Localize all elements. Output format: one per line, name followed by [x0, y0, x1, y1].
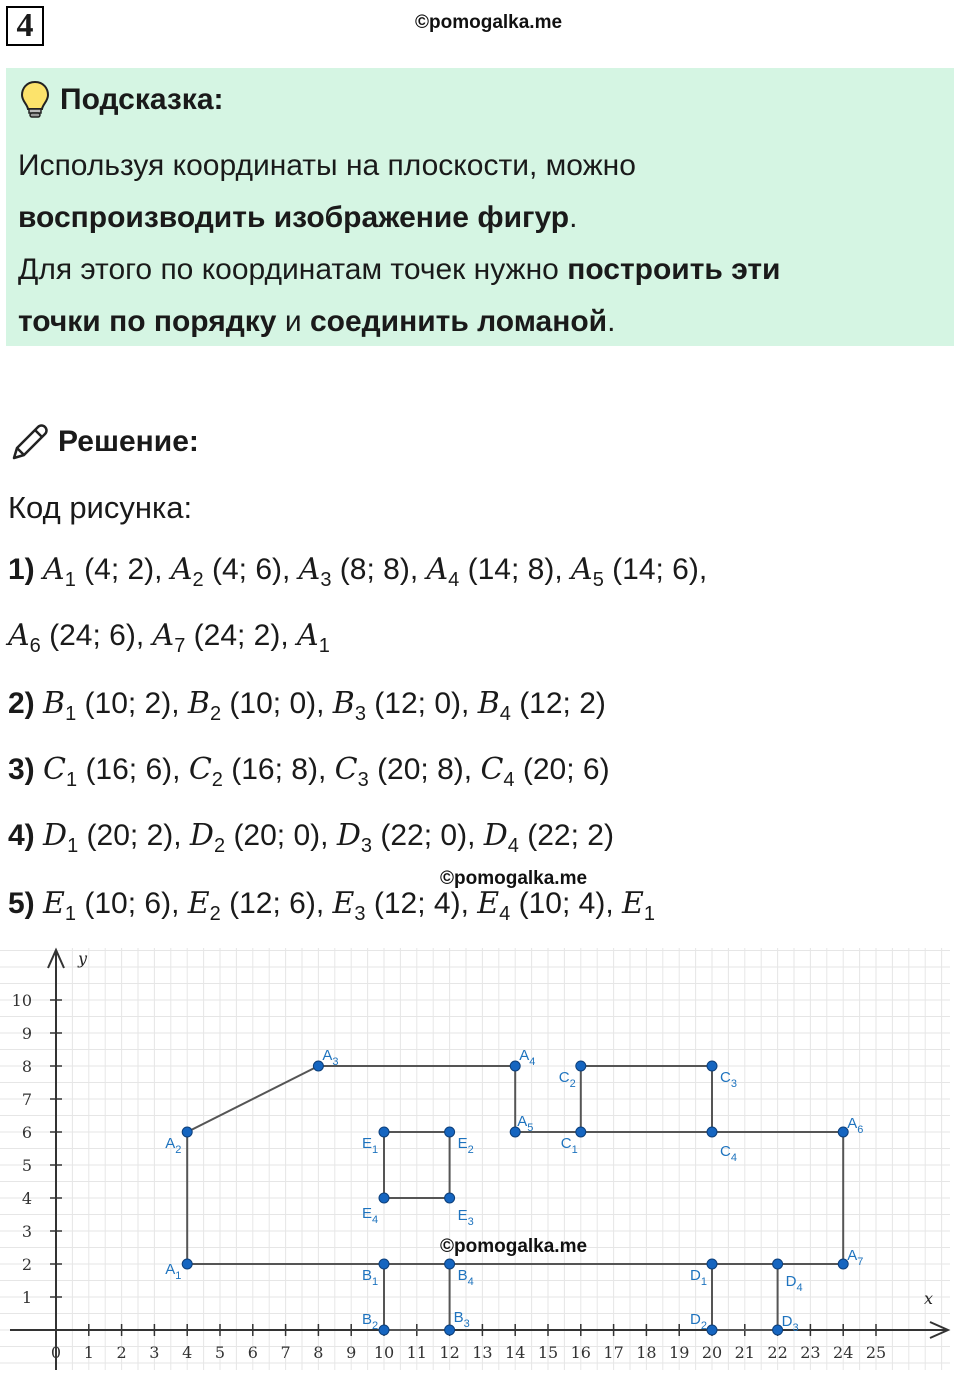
point-E1 [379, 1127, 389, 1137]
point-C2 [576, 1061, 586, 1071]
point-A5 [571, 552, 604, 591]
point-B3-index: 3 [354, 703, 366, 725]
x-tick-label: 12 [439, 1343, 460, 1362]
y-tick-label: 6 [21, 1123, 32, 1142]
watermark-chart: ©pomogalka.me [440, 1236, 588, 1257]
point-label-D2 [690, 1311, 707, 1332]
point-label-letter: D [690, 1267, 701, 1284]
point-coords: (22; 2) [518, 819, 614, 852]
point-coords: (24; 2) [185, 619, 281, 652]
point-label-index: 1 [571, 1144, 578, 1156]
point-coords: (12; 0) [365, 687, 462, 720]
separator: , [605, 887, 623, 920]
code-label: Код рисунка: [8, 490, 193, 525]
point-E4-letter: E [477, 886, 500, 921]
hint-dot-1: . [569, 201, 578, 234]
point-label-E4 [362, 1205, 378, 1226]
watermark-top: ©pomogalka.me [415, 12, 563, 33]
x-tick-label: 19 [669, 1343, 690, 1362]
point-label-letter: C [720, 1143, 731, 1160]
point-A4-letter: A [426, 552, 449, 587]
point-label-C1 [561, 1135, 578, 1156]
point-D2-index: 2 [213, 835, 226, 857]
point-E4-index: 4 [499, 903, 511, 925]
point-B3-letter: B [332, 686, 355, 721]
point-C4-letter: C [480, 752, 504, 787]
point-label-index: 3 [463, 1318, 470, 1330]
point-label-index: 5 [527, 1122, 534, 1134]
separator: , [320, 819, 337, 852]
point-label-letter: E [362, 1135, 373, 1152]
point-A6-letter: A [8, 618, 30, 653]
point-label-A2 [165, 1135, 181, 1156]
point-coords: (20; 8) [368, 753, 464, 786]
point-coords: (12; 4) [365, 887, 461, 920]
point-B4 [477, 686, 511, 725]
point-label-index: 3 [730, 1078, 737, 1090]
y-tick-label: 9 [21, 1024, 32, 1043]
point-label-letter: D [781, 1313, 793, 1330]
point-label-letter: A [165, 1135, 176, 1152]
point-coords: (10; 0) [221, 687, 317, 720]
separator: , [135, 619, 153, 652]
x-tick-label: 18 [636, 1343, 657, 1362]
point-label-index: 7 [857, 1256, 864, 1268]
point-coords: (12; 6) [220, 887, 316, 920]
point-label-D1 [690, 1267, 707, 1288]
point-coords: (14; 6) [603, 553, 699, 586]
pencil-icon [8, 420, 52, 464]
y-tick-label: 10 [11, 991, 32, 1010]
x-tick-label: 6 [247, 1343, 258, 1362]
point-A5-letter: A [571, 552, 593, 587]
task-number: 4 [6, 6, 44, 46]
point-E2 [445, 1127, 455, 1137]
x-tick-label: 24 [833, 1343, 854, 1362]
point-coords: (20; 6) [514, 753, 610, 786]
code-line-2 [8, 618, 330, 658]
point-B3 [445, 1325, 455, 1335]
x-tick-label: 5 [214, 1343, 226, 1362]
hint-mid: и [276, 305, 310, 338]
separator: , [316, 687, 333, 720]
point-A3 [298, 552, 332, 591]
point-coords: (16; 6) [77, 753, 173, 786]
point-E1 [622, 886, 656, 925]
point-label-E1 [362, 1135, 378, 1156]
hint-dot-2: . [607, 305, 616, 338]
point-coords: (10; 2) [76, 687, 172, 720]
code-line-number: 2) [8, 687, 44, 720]
point-E3 [332, 886, 366, 925]
x-tick-label: 9 [346, 1343, 357, 1362]
point-D3-letter: D [336, 818, 361, 853]
point-B3 [332, 686, 366, 725]
point-D4 [483, 818, 519, 857]
point-C2-index: 2 [211, 769, 223, 791]
separator: , [171, 687, 188, 720]
x-tick-label: 25 [865, 1343, 887, 1362]
x-tick-label: 7 [280, 1343, 291, 1362]
point-E3-index: 3 [354, 903, 366, 925]
point-A4-index: 4 [448, 569, 460, 591]
y-tick-label: 2 [21, 1255, 32, 1274]
point-label-letter: E [457, 1207, 468, 1224]
separator: , [317, 753, 335, 786]
point-B4-index: 4 [499, 703, 511, 725]
point-label-letter: A [519, 1047, 530, 1064]
separator: , [171, 887, 188, 920]
separator: , [173, 819, 190, 852]
point-label-C2 [559, 1069, 576, 1090]
point-label-A6 [847, 1115, 863, 1136]
point-label-index: 4 [529, 1056, 536, 1068]
point-label-letter: C [560, 1135, 572, 1152]
point-label-letter: B [362, 1267, 373, 1284]
point-coords: (22; 0) [372, 819, 468, 852]
point-label-letter: E [362, 1205, 373, 1222]
hint-line-3 [18, 244, 948, 296]
point-coords: (4; 6) [203, 553, 282, 586]
point-D3-index: 3 [360, 835, 373, 857]
point-label-letter: C [720, 1069, 731, 1086]
x-tick-label: 13 [472, 1343, 493, 1362]
point-A7-letter: A [152, 618, 175, 653]
point-D4-index: 4 [507, 835, 519, 857]
x-tick-label: 1 [83, 1343, 94, 1362]
point-E1 [43, 886, 77, 925]
hint-bold-3: точки по порядку [18, 305, 277, 338]
point-C2 [188, 752, 223, 791]
hint-bold-4: соединить ломаной [309, 305, 608, 338]
point-coords: (12; 2) [510, 687, 606, 720]
point-label-index: 4 [796, 1282, 803, 1294]
y-tick-label: 7 [21, 1090, 32, 1109]
point-C2-letter: C [188, 752, 212, 787]
separator: , [461, 687, 478, 720]
point-A3-letter: A [298, 552, 321, 587]
point-B1-letter: B [43, 686, 66, 721]
lightbulb-icon [20, 80, 50, 120]
hint-title [20, 80, 224, 120]
point-label-B2 [362, 1311, 378, 1332]
point-A7-index: 7 [174, 635, 186, 657]
point-C3-index: 3 [357, 769, 369, 791]
separator: , [280, 619, 298, 652]
y-axis-label: y [78, 949, 88, 968]
x-tick-label: 4 [182, 1343, 193, 1362]
separator: , [315, 887, 333, 920]
point-label-index: 1 [175, 1270, 182, 1282]
point-label-letter: A [517, 1113, 528, 1130]
point-coords: (16; 8) [222, 753, 318, 786]
point-label-A3 [322, 1047, 338, 1068]
separator: , [463, 753, 481, 786]
point-B1-index: 1 [65, 703, 77, 725]
hint-line-4 [18, 296, 948, 348]
point-A2 [182, 1127, 192, 1137]
y-tick-label: 1 [21, 1288, 32, 1307]
hint-line-2 [18, 192, 948, 244]
point-D1 [43, 818, 79, 857]
code-line-number: 3) [8, 753, 44, 786]
point-B2-letter: B [187, 686, 210, 721]
point-coords: (14; 8) [459, 553, 555, 586]
point-C4 [480, 752, 515, 791]
point-label-index: 3 [332, 1056, 339, 1068]
point-E1-letter: E [622, 886, 644, 921]
y-tick-label: 3 [21, 1222, 32, 1241]
x-tick-label: 23 [800, 1343, 821, 1362]
point-A1-index: 1 [318, 635, 330, 657]
point-label-B3 [454, 1309, 470, 1330]
point-label-index: 6 [857, 1124, 864, 1136]
x-tick-label: 14 [505, 1343, 526, 1362]
point-A7 [152, 618, 186, 657]
point-label-letter: A [322, 1047, 333, 1064]
x-tick-label: 20 [701, 1343, 723, 1362]
point-D3 [336, 818, 373, 857]
point-A2-index: 2 [192, 569, 204, 591]
separator: , [409, 553, 427, 586]
code-line-5 [8, 818, 614, 858]
point-coords: (10; 4) [510, 887, 606, 920]
y-tick-label: 5 [21, 1156, 32, 1175]
point-B2 [379, 1325, 389, 1335]
x-tick-label: 10 [373, 1343, 395, 1362]
separator: , [154, 553, 171, 586]
point-E2-letter: E [187, 886, 210, 921]
point-B2-index: 2 [209, 703, 222, 725]
point-C3 [707, 1061, 717, 1071]
code-line-number: 4) [8, 819, 44, 852]
point-coords: (20; 0) [225, 819, 321, 852]
x-axis-label: x [924, 1289, 934, 1308]
point-coords: (24; 6) [40, 619, 136, 652]
point-D2-letter: D [189, 818, 214, 853]
point-label-index: 2 [175, 1144, 182, 1156]
point-label-B1 [362, 1267, 378, 1288]
point-label-index: 2 [700, 1320, 707, 1332]
point-coords: (10; 6) [76, 887, 172, 920]
point-A2 [170, 552, 204, 591]
point-A5-index: 5 [592, 569, 604, 591]
separator: , [282, 553, 299, 586]
point-A1-index: 1 [64, 569, 76, 591]
hint-line-3-start: Для этого по координатам точек нужно [18, 253, 568, 286]
point-label-index: 4 [372, 1214, 379, 1226]
point-B2 [187, 686, 222, 725]
point-label-letter: B [362, 1311, 373, 1328]
point-A1 [43, 552, 76, 591]
point-C3 [334, 752, 369, 791]
point-label-index: 1 [372, 1276, 379, 1288]
point-C1 [576, 1127, 586, 1137]
point-B1 [379, 1259, 389, 1269]
point-C3-letter: C [334, 752, 358, 787]
y-tick-label: 4 [21, 1189, 32, 1208]
hint-text [18, 140, 948, 348]
point-D2 [189, 818, 226, 857]
watermark-middle: ©pomogalka.me [440, 868, 588, 889]
point-coords: (4; 2) [75, 553, 155, 586]
point-B1 [43, 686, 77, 725]
hint-bold-2: построить эти [567, 253, 781, 286]
point-A4 [426, 552, 460, 591]
point-label-letter: A [847, 1247, 858, 1264]
x-tick-label: 2 [116, 1343, 127, 1362]
hint-line-1: Используя координаты на плоскости, можно [18, 149, 636, 182]
point-label-index: 1 [372, 1144, 379, 1156]
y-tick-label: 8 [21, 1057, 32, 1076]
point-label-letter: D [690, 1311, 701, 1328]
point-label-letter: E [457, 1135, 468, 1152]
x-tick-label: 17 [603, 1343, 624, 1362]
point-coords: (20; 2) [78, 819, 174, 852]
separator: , [554, 553, 572, 586]
point-label-letter: A [847, 1115, 858, 1132]
separator: , [172, 753, 189, 786]
point-E1-letter: E [43, 886, 65, 921]
point-label-index: 2 [569, 1078, 576, 1090]
hint-title-text: Подсказка: [60, 83, 224, 116]
point-C1 [43, 752, 78, 791]
point-E3 [445, 1193, 455, 1203]
point-A3-index: 3 [320, 569, 332, 591]
solution-title [8, 420, 199, 464]
point-coords: (8; 8) [331, 553, 410, 586]
x-tick-label: 0 [50, 1343, 62, 1362]
code-line-1 [8, 552, 707, 592]
point-E4 [477, 886, 511, 925]
point-label-letter: D [785, 1273, 797, 1290]
point-E3-letter: E [332, 886, 355, 921]
point-A6-index: 6 [29, 635, 41, 657]
point-label-A4 [519, 1047, 535, 1068]
point-A1 [182, 1259, 192, 1269]
point-label-index: 2 [467, 1144, 474, 1156]
point-label-letter: B [457, 1267, 468, 1284]
x-tick-label: 3 [149, 1343, 160, 1362]
point-E2-index: 2 [209, 903, 221, 925]
point-A1-letter: A [297, 618, 319, 653]
separator: , [467, 819, 484, 852]
point-A2-letter: A [170, 552, 193, 587]
point-label-letter: C [558, 1069, 570, 1086]
point-A1 [297, 618, 330, 657]
code-line-3 [8, 686, 606, 726]
code-line-6 [8, 886, 655, 926]
point-C1-index: 1 [65, 769, 78, 791]
x-tick-label: 11 [406, 1343, 427, 1362]
code-line-number: 5) [8, 887, 44, 920]
point-label-index: 1 [700, 1276, 707, 1288]
point-E2 [187, 886, 221, 925]
x-tick-label: 21 [734, 1343, 755, 1362]
separator: , [698, 553, 708, 586]
point-D1 [707, 1259, 717, 1269]
point-C1-letter: C [43, 752, 66, 787]
point-E1-index: 1 [643, 903, 656, 925]
point-B4-letter: B [477, 686, 500, 721]
hint-bold-1: воспроизводить изображение фигур [18, 201, 570, 234]
x-tick-label: 15 [537, 1343, 559, 1362]
point-label-index: 4 [730, 1152, 737, 1164]
point-label-index: 3 [792, 1322, 799, 1334]
point-label-letter: B [453, 1309, 464, 1326]
point-C4-index: 4 [503, 769, 515, 791]
point-D4-letter: D [483, 818, 508, 853]
point-label-A7 [847, 1247, 863, 1268]
code-line-number: 1) [8, 553, 44, 586]
separator: , [460, 887, 478, 920]
point-label-index: 3 [467, 1216, 474, 1228]
point-label-index: 2 [372, 1320, 379, 1332]
point-D2 [707, 1325, 717, 1335]
coordinate-plane [0, 944, 960, 1384]
point-A6 [8, 618, 41, 657]
point-A1-letter: A [43, 552, 65, 587]
point-label-index: 4 [467, 1276, 474, 1288]
point-D1-index: 1 [67, 835, 79, 857]
point-D1-letter: D [43, 818, 68, 853]
point-E1-index: 1 [64, 903, 77, 925]
point-E4 [379, 1193, 389, 1203]
code-line-4 [8, 752, 610, 792]
point-C4 [707, 1127, 717, 1137]
point-D4 [773, 1259, 783, 1269]
point-label-letter: A [165, 1261, 176, 1278]
solution-title-text: Решение: [58, 425, 199, 458]
point-B4 [445, 1259, 455, 1269]
x-tick-label: 22 [767, 1343, 788, 1362]
x-tick-label: 16 [570, 1343, 591, 1362]
x-tick-label: 8 [313, 1343, 324, 1362]
